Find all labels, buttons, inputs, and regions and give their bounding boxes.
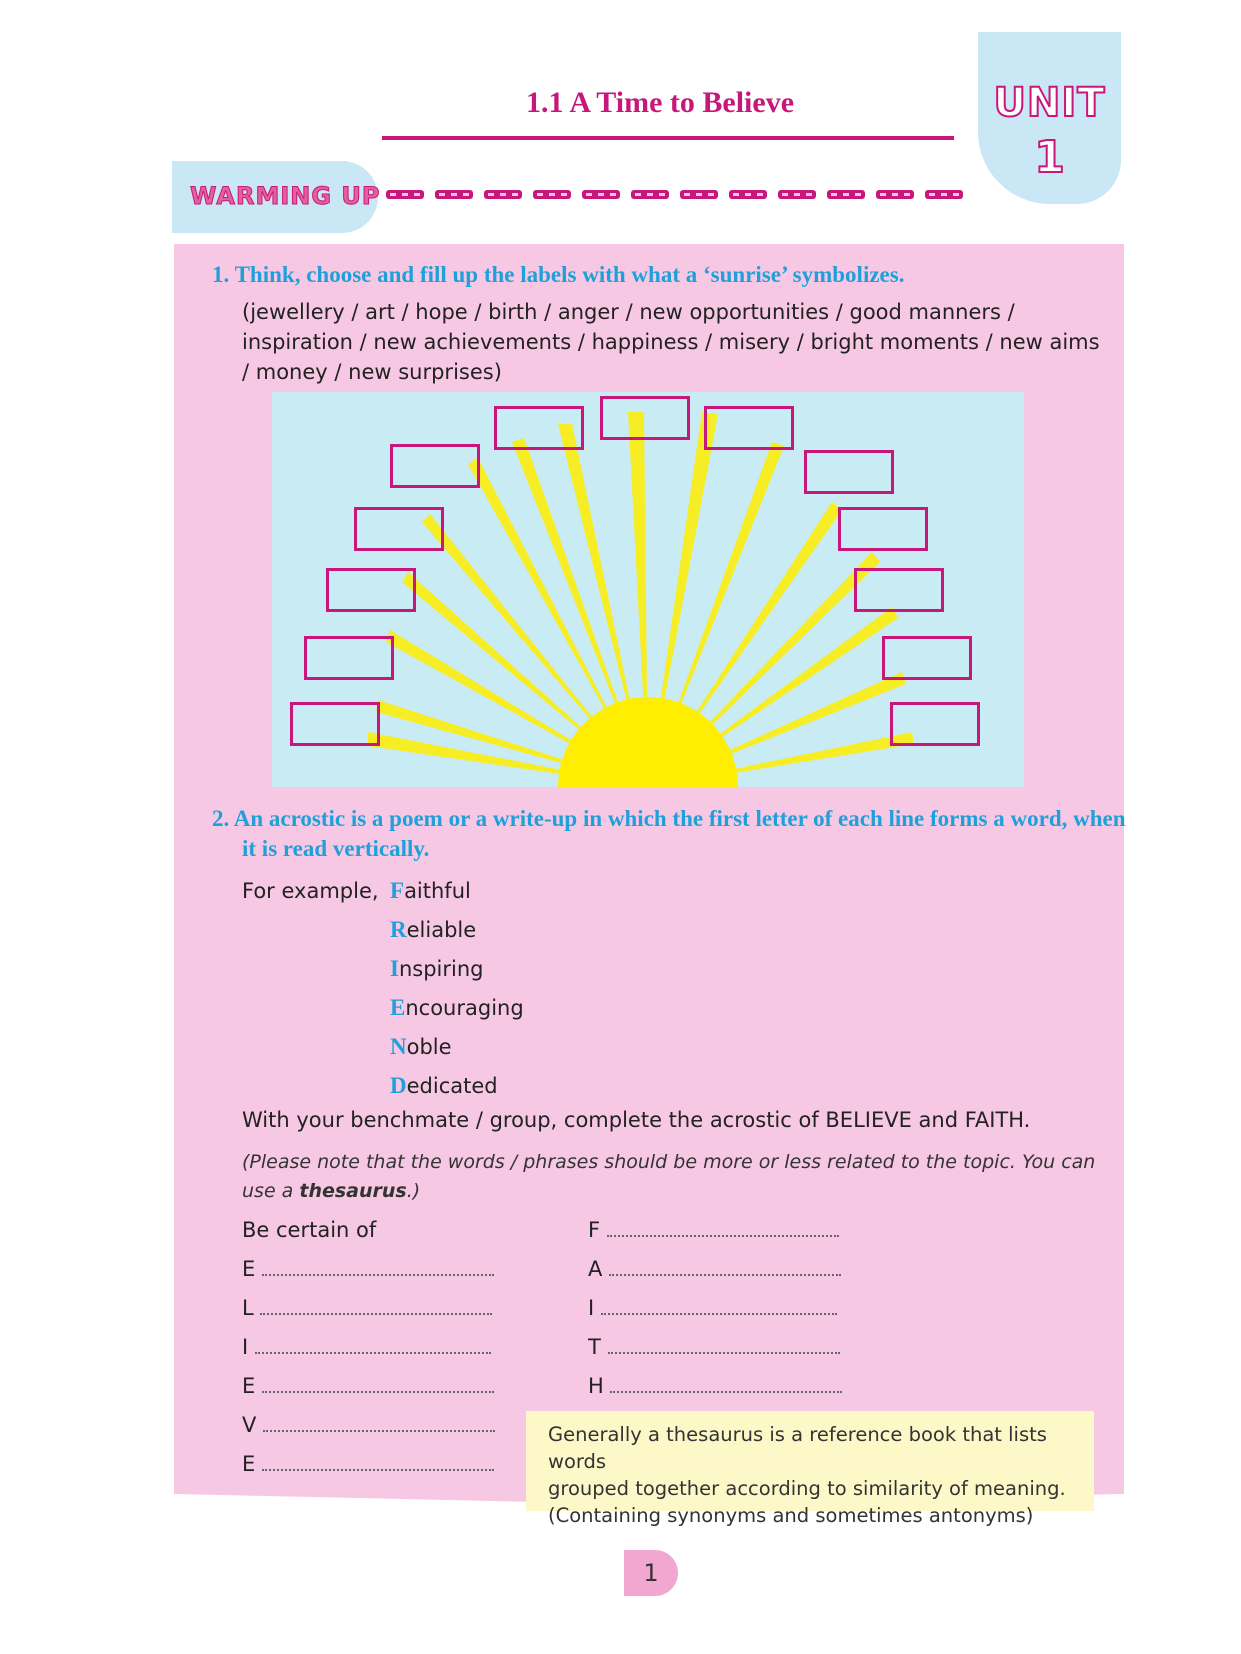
believe-letter: V — [242, 1413, 257, 1437]
faith-row — [588, 1254, 841, 1284]
believe-letter: E — [242, 1374, 256, 1398]
acrostic-line — [390, 915, 476, 945]
symbol-label-box[interactable] — [890, 702, 980, 746]
symbol-label-box[interactable] — [304, 636, 394, 680]
faith-letter: T — [588, 1335, 601, 1359]
acrostic-initial: F — [390, 878, 405, 903]
acrostic-initial: R — [390, 917, 407, 942]
acrostic-line — [390, 993, 524, 1023]
symbol-label-box[interactable] — [390, 444, 480, 488]
fill-blank[interactable] — [610, 1377, 842, 1393]
believe-row — [242, 1410, 495, 1440]
note-start: (Please note that the words / phrases should be more or less related to the topic. You can use a — [242, 1151, 1096, 1202]
acrostic-rest: nspiring — [398, 957, 484, 981]
acrostic-rest: edicated — [406, 1074, 498, 1098]
symbol-label-box[interactable] — [354, 507, 444, 551]
sunrise-illustration — [272, 392, 1024, 787]
fill-blank[interactable] — [255, 1338, 491, 1354]
page-title: 1.1 A Time to Believe — [525, 86, 795, 119]
note-bold: thesaurus — [299, 1180, 407, 1202]
question-2-title — [212, 804, 1132, 864]
title-underline — [382, 136, 954, 140]
symbol-label-box[interactable] — [704, 406, 794, 450]
question-1-title: 1. Think, choose and fill up the labels with what a ‘sunrise’ symbolizes. — [212, 262, 905, 287]
acrostic-line — [390, 876, 471, 906]
symbol-label-box[interactable] — [326, 568, 416, 612]
believe-row — [242, 1332, 491, 1362]
faith-row — [588, 1293, 837, 1323]
fill-blank[interactable] — [260, 1299, 492, 1315]
unit-label: UNIT — [993, 80, 1106, 126]
acrostic-initial: I — [390, 956, 399, 981]
example-label: For example, — [242, 879, 379, 903]
acrostic-rest: oble — [406, 1035, 452, 1059]
believe-row — [242, 1254, 494, 1284]
believe-row-b: Be certain of — [242, 1218, 377, 1242]
question-2-text: 2. An acrostic is a poem or a write-up in which the first letter of each line forms a word, when it is read vertically. — [212, 806, 1126, 861]
question-1-options: (jewellery / art / hope / birth / anger / new opportunities / good manners / inspiration / new achievements / happiness / misery / bright moments / new aims / money / new surprises) — [242, 300, 1100, 384]
believe-row — [242, 1371, 494, 1401]
fill-blank[interactable] — [607, 1221, 839, 1237]
fill-blank[interactable] — [262, 1377, 494, 1393]
acrostic-initial: D — [390, 1073, 407, 1098]
faith-row — [588, 1215, 839, 1245]
acrostic-line — [390, 1032, 452, 1062]
faith-letter: H — [588, 1374, 604, 1398]
believe-letter: L — [242, 1296, 254, 1320]
warming-up-label: WARMING UP — [190, 182, 381, 210]
acrostic-line — [390, 1071, 498, 1101]
faith-row — [588, 1332, 840, 1362]
fill-blank[interactable] — [609, 1260, 841, 1276]
decorative-dash-line — [386, 188, 978, 202]
believe-letter: E — [242, 1452, 256, 1476]
acrostic-line — [390, 954, 483, 984]
page-number: 1 — [624, 1550, 678, 1596]
faith-row — [588, 1371, 842, 1401]
believe-row — [242, 1293, 492, 1323]
believe-letter: E — [242, 1257, 256, 1281]
faith-letter: F — [588, 1218, 601, 1242]
thesaurus-line: grouped together according to similarity of meaning. — [548, 1477, 1066, 1500]
symbol-label-box[interactable] — [854, 568, 944, 612]
thesaurus-line: (Containing synonyms and sometimes antonyms) — [548, 1504, 1034, 1527]
note-end: .) — [406, 1180, 421, 1202]
faith-letter: A — [588, 1257, 603, 1281]
fill-blank[interactable] — [608, 1338, 840, 1354]
symbol-label-box[interactable] — [290, 702, 380, 746]
thesaurus-line: Generally a thesaurus is a reference book that lists words — [548, 1423, 1047, 1473]
symbol-label-box[interactable] — [838, 507, 928, 551]
fill-blank[interactable] — [262, 1455, 494, 1471]
acrostic-rest: eliable — [406, 918, 477, 942]
symbol-label-box[interactable] — [494, 406, 584, 450]
thesaurus-note — [242, 1148, 1102, 1206]
unit-number: 1 — [1034, 132, 1065, 183]
symbol-label-box[interactable] — [804, 450, 894, 494]
acrostic-rest: ncouraging — [405, 996, 524, 1020]
believe-letter: I — [242, 1335, 249, 1359]
thesaurus-info-box — [526, 1411, 1094, 1527]
acrostic-rest: aithful — [404, 879, 471, 903]
fill-blank[interactable] — [263, 1416, 495, 1432]
acrostic-initial: N — [390, 1034, 407, 1059]
fill-blank[interactable] — [601, 1299, 837, 1315]
believe-row — [242, 1449, 494, 1479]
symbol-label-box[interactable] — [600, 396, 690, 440]
fill-blank[interactable] — [262, 1260, 494, 1276]
acrostic-instruction: With your benchmate / group, complete the acrostic of BELIEVE and FAITH. — [242, 1108, 1031, 1132]
faith-letter: I — [588, 1296, 595, 1320]
symbol-label-box[interactable] — [882, 636, 972, 680]
acrostic-initial: E — [390, 995, 406, 1020]
